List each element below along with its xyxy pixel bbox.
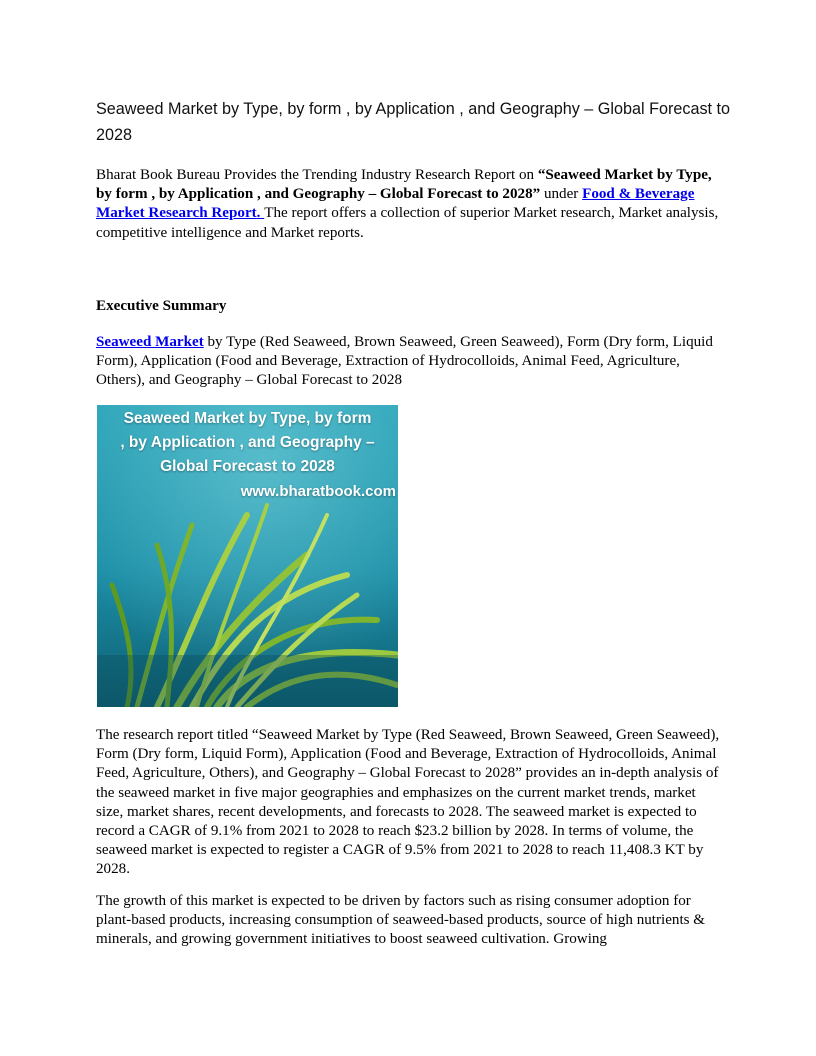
intro-report-title: “Seaweed Market by Type, by form , by Application , and Geography – Global Forecast to 2028” (96, 167, 712, 203)
executive-summary-paragraph (96, 333, 724, 391)
intro-paragraph (96, 166, 724, 243)
banner-title-line: Seaweed Market by Type, by form (123, 410, 372, 427)
page-title: Seaweed Market by Type, by form , by Application , and Geography – Global Forecast to 2028 (96, 100, 731, 144)
report-banner-image (97, 405, 398, 707)
research-paragraph: The research report titled “Seaweed Market by Type (Red Seaweed, Brown Seaweed, Green Seaweed), Form (Dry form, Liquid Form), Application (Food and Beverage, Extraction of Hydrocolloids, Animal Feed, Agriculture, Others), and Geography – Global Forecast to 2028” provides an in-depth analysis of the seaweed market in five major geographies and emphasizes on the current market trends, market size, market shares, recent developments, and forecasts to 2028. The seaweed market is expected to record a CAGR of 9.1% from 2021 to 2028 to reach $23.2 billion by 2028. In terms of volume, the seaweed market is expected to register a CAGR of 9.5% from 2021 to 2028 to reach 11,408.3 KT by 2028. (96, 727, 720, 878)
growth-paragraph: The growth of this market is expected to be driven by factors such as rising consumer adoption for plant-based products, increasing consumption of seaweed-based products, source of high nutrients & minerals, and growing government initiatives to boost seaweed cultivation. Growing (96, 893, 706, 948)
banner-url: www.bharatbook.com (240, 483, 396, 500)
seaweed-market-link[interactable]: Seaweed Market (96, 334, 204, 350)
intro-under: under (540, 186, 583, 203)
banner-title (97, 407, 398, 479)
food-beverage-report-link[interactable]: Food & Beverage Market Research Report (96, 186, 695, 222)
executive-summary-heading: Executive Summary (96, 298, 227, 314)
banner-title-line: Global Forecast to 2028 (160, 458, 335, 475)
executive-summary-text: by Type (Red Seaweed, Brown Seaweed, Green Seaweed), Form (Dry form, Liquid Form), Application (Food and Beverage, Extraction of Hydrocolloids, Animal Feed, Agriculture, Others), and Geography – Global Forecast to 2028 (96, 334, 713, 389)
banner-title-line: , by Application , and Geography – (120, 434, 375, 451)
intro-lead: Bharat Book Bureau Provides the Trending Industry Research Report on (96, 167, 538, 183)
food-beverage-report-link-tail[interactable]: . (256, 205, 265, 222)
intro-rest: The report offers a collection of superior Market research, Market analysis, competitive intelligence and Market reports. (96, 205, 719, 241)
